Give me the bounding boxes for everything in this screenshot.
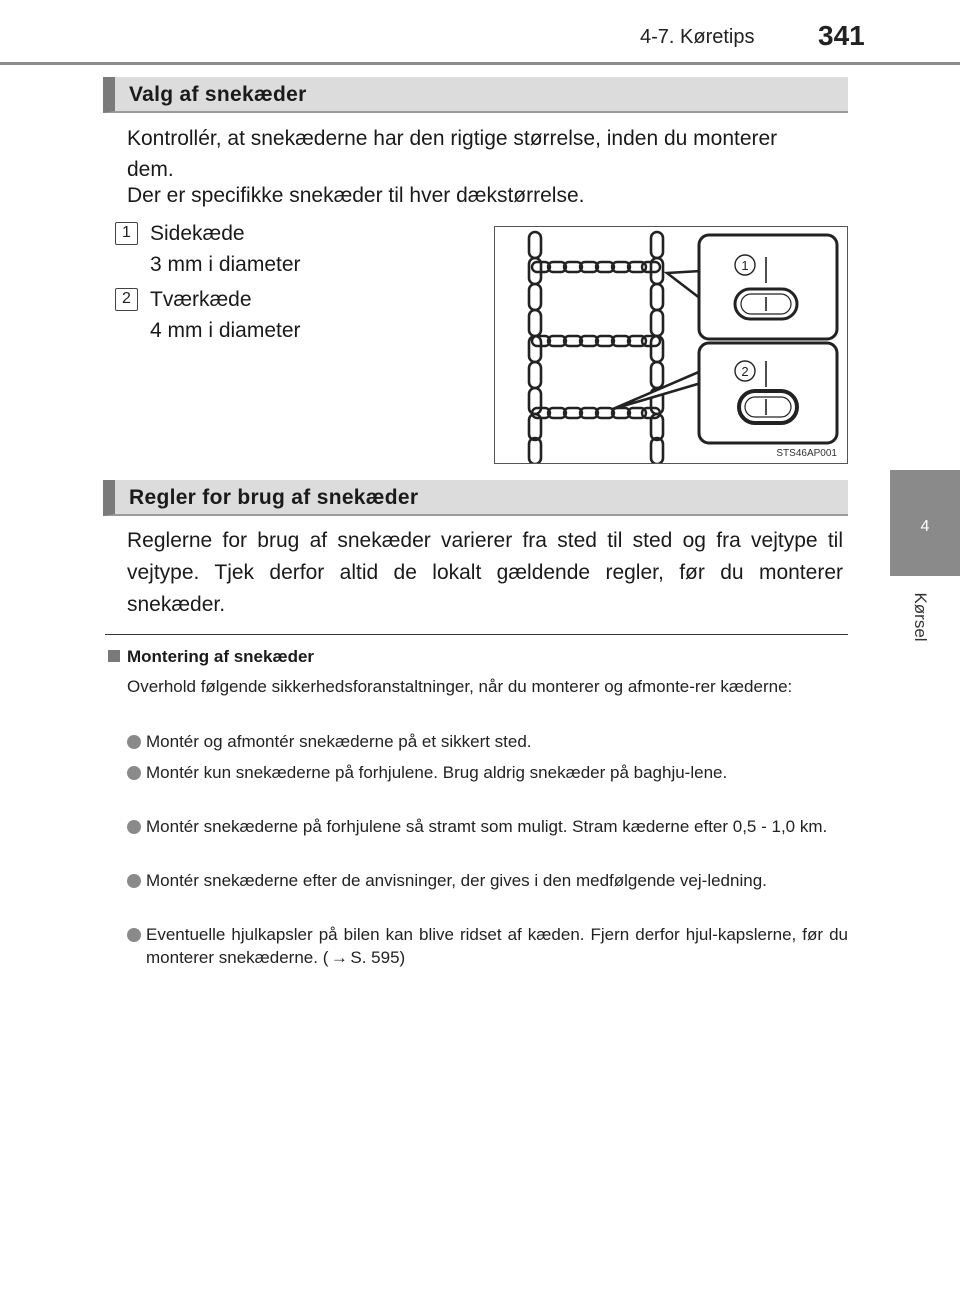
item-name: Sidekæde: [150, 222, 245, 245]
intro-line-3: Der er specifikke snekæder til hver dækstørrelse.: [127, 184, 585, 207]
section-divider: [105, 634, 848, 635]
figure-callout-1: 1: [741, 258, 749, 273]
mounting-title: Montering af snekæder: [127, 647, 315, 666]
snow-chain-illustration: [494, 226, 848, 464]
heading-square-icon: [108, 650, 120, 662]
header-divider: [0, 62, 960, 65]
page-number: 341: [818, 20, 865, 51]
bullet-text: Montér og afmontér snekæderne på et sikkert sted.: [146, 732, 532, 751]
page-reference-link[interactable]: S. 595): [350, 948, 406, 967]
bullet-icon: [127, 766, 141, 780]
side-chain-left: [529, 232, 541, 463]
chain-diagram: [495, 227, 847, 463]
bullet-text: Montér kun snekæderne på forhjulene. Brug aldrig snekæder på baghju-lene.: [146, 763, 728, 782]
mounting-intro: Overhold følgende sikkerhedsforanstaltninger, når du monterer og afmonte-rer kæderne:: [127, 677, 793, 696]
chapter-tab: [890, 470, 960, 576]
figure-code: STS46AP001: [776, 448, 837, 459]
intro-line-1: Kontrollér, at snekæderne har den rigtige størrelse, inden du monterer: [127, 127, 778, 150]
cross-chain-top: [532, 262, 660, 272]
bullet-icon: [127, 820, 141, 834]
bullet-text: Montér snekæderne på forhjulene så stramt som muligt. Stram kæderne efter 0,5 - 1,0 km.: [146, 817, 828, 836]
cross-chain-bottom: [532, 408, 660, 418]
chapter-number: 4: [920, 518, 930, 535]
side-chain-right: [651, 232, 663, 463]
bullet-icon: [127, 928, 141, 942]
item-number-badge: 2: [115, 288, 138, 311]
bullet-text: [146, 923, 848, 969]
section-title: Valg af snekæder: [129, 83, 307, 106]
bullet-icon: [127, 735, 141, 749]
item-number-badge: 1: [115, 222, 138, 245]
bullet-text: Montér snekæderne efter de anvisninger, der gives i den medfølgende vej-ledning.: [146, 871, 767, 890]
section-heading-chain-rules: [103, 480, 848, 516]
item-name: Tværkæde: [150, 288, 252, 311]
mounting-heading: [108, 647, 314, 667]
chapter-name: Kørsel: [911, 592, 930, 642]
figure-callout-2: 2: [741, 364, 749, 379]
chapter-label: [900, 582, 940, 652]
section-title: Regler for brug af snekæder: [129, 486, 419, 509]
rules-paragraph: Reglerne for brug af snekæder varierer fra sted til sted og fra vejtype til vejtype. Tjek derfor altid de lokalt gældende regler, før du monterer snekæder.: [127, 529, 843, 616]
arrow-right-icon: →: [330, 948, 348, 967]
bullet-icon: [127, 874, 141, 888]
intro-line-2: dem.: [127, 158, 174, 181]
cross-chain-middle: [532, 336, 660, 346]
item-detail: 4 mm i diameter: [150, 319, 301, 342]
section-header: 4-7. Køretips: [640, 26, 755, 48]
bullet-main-text: Eventuelle hjulkapsler på bilen kan blive ridset af kæden. Fjern derfor hjul-kapslerne, før du monterer snekæderne. (: [146, 925, 848, 967]
section-heading-chain-selection: [103, 77, 848, 113]
item-detail: 3 mm i diameter: [150, 253, 301, 276]
